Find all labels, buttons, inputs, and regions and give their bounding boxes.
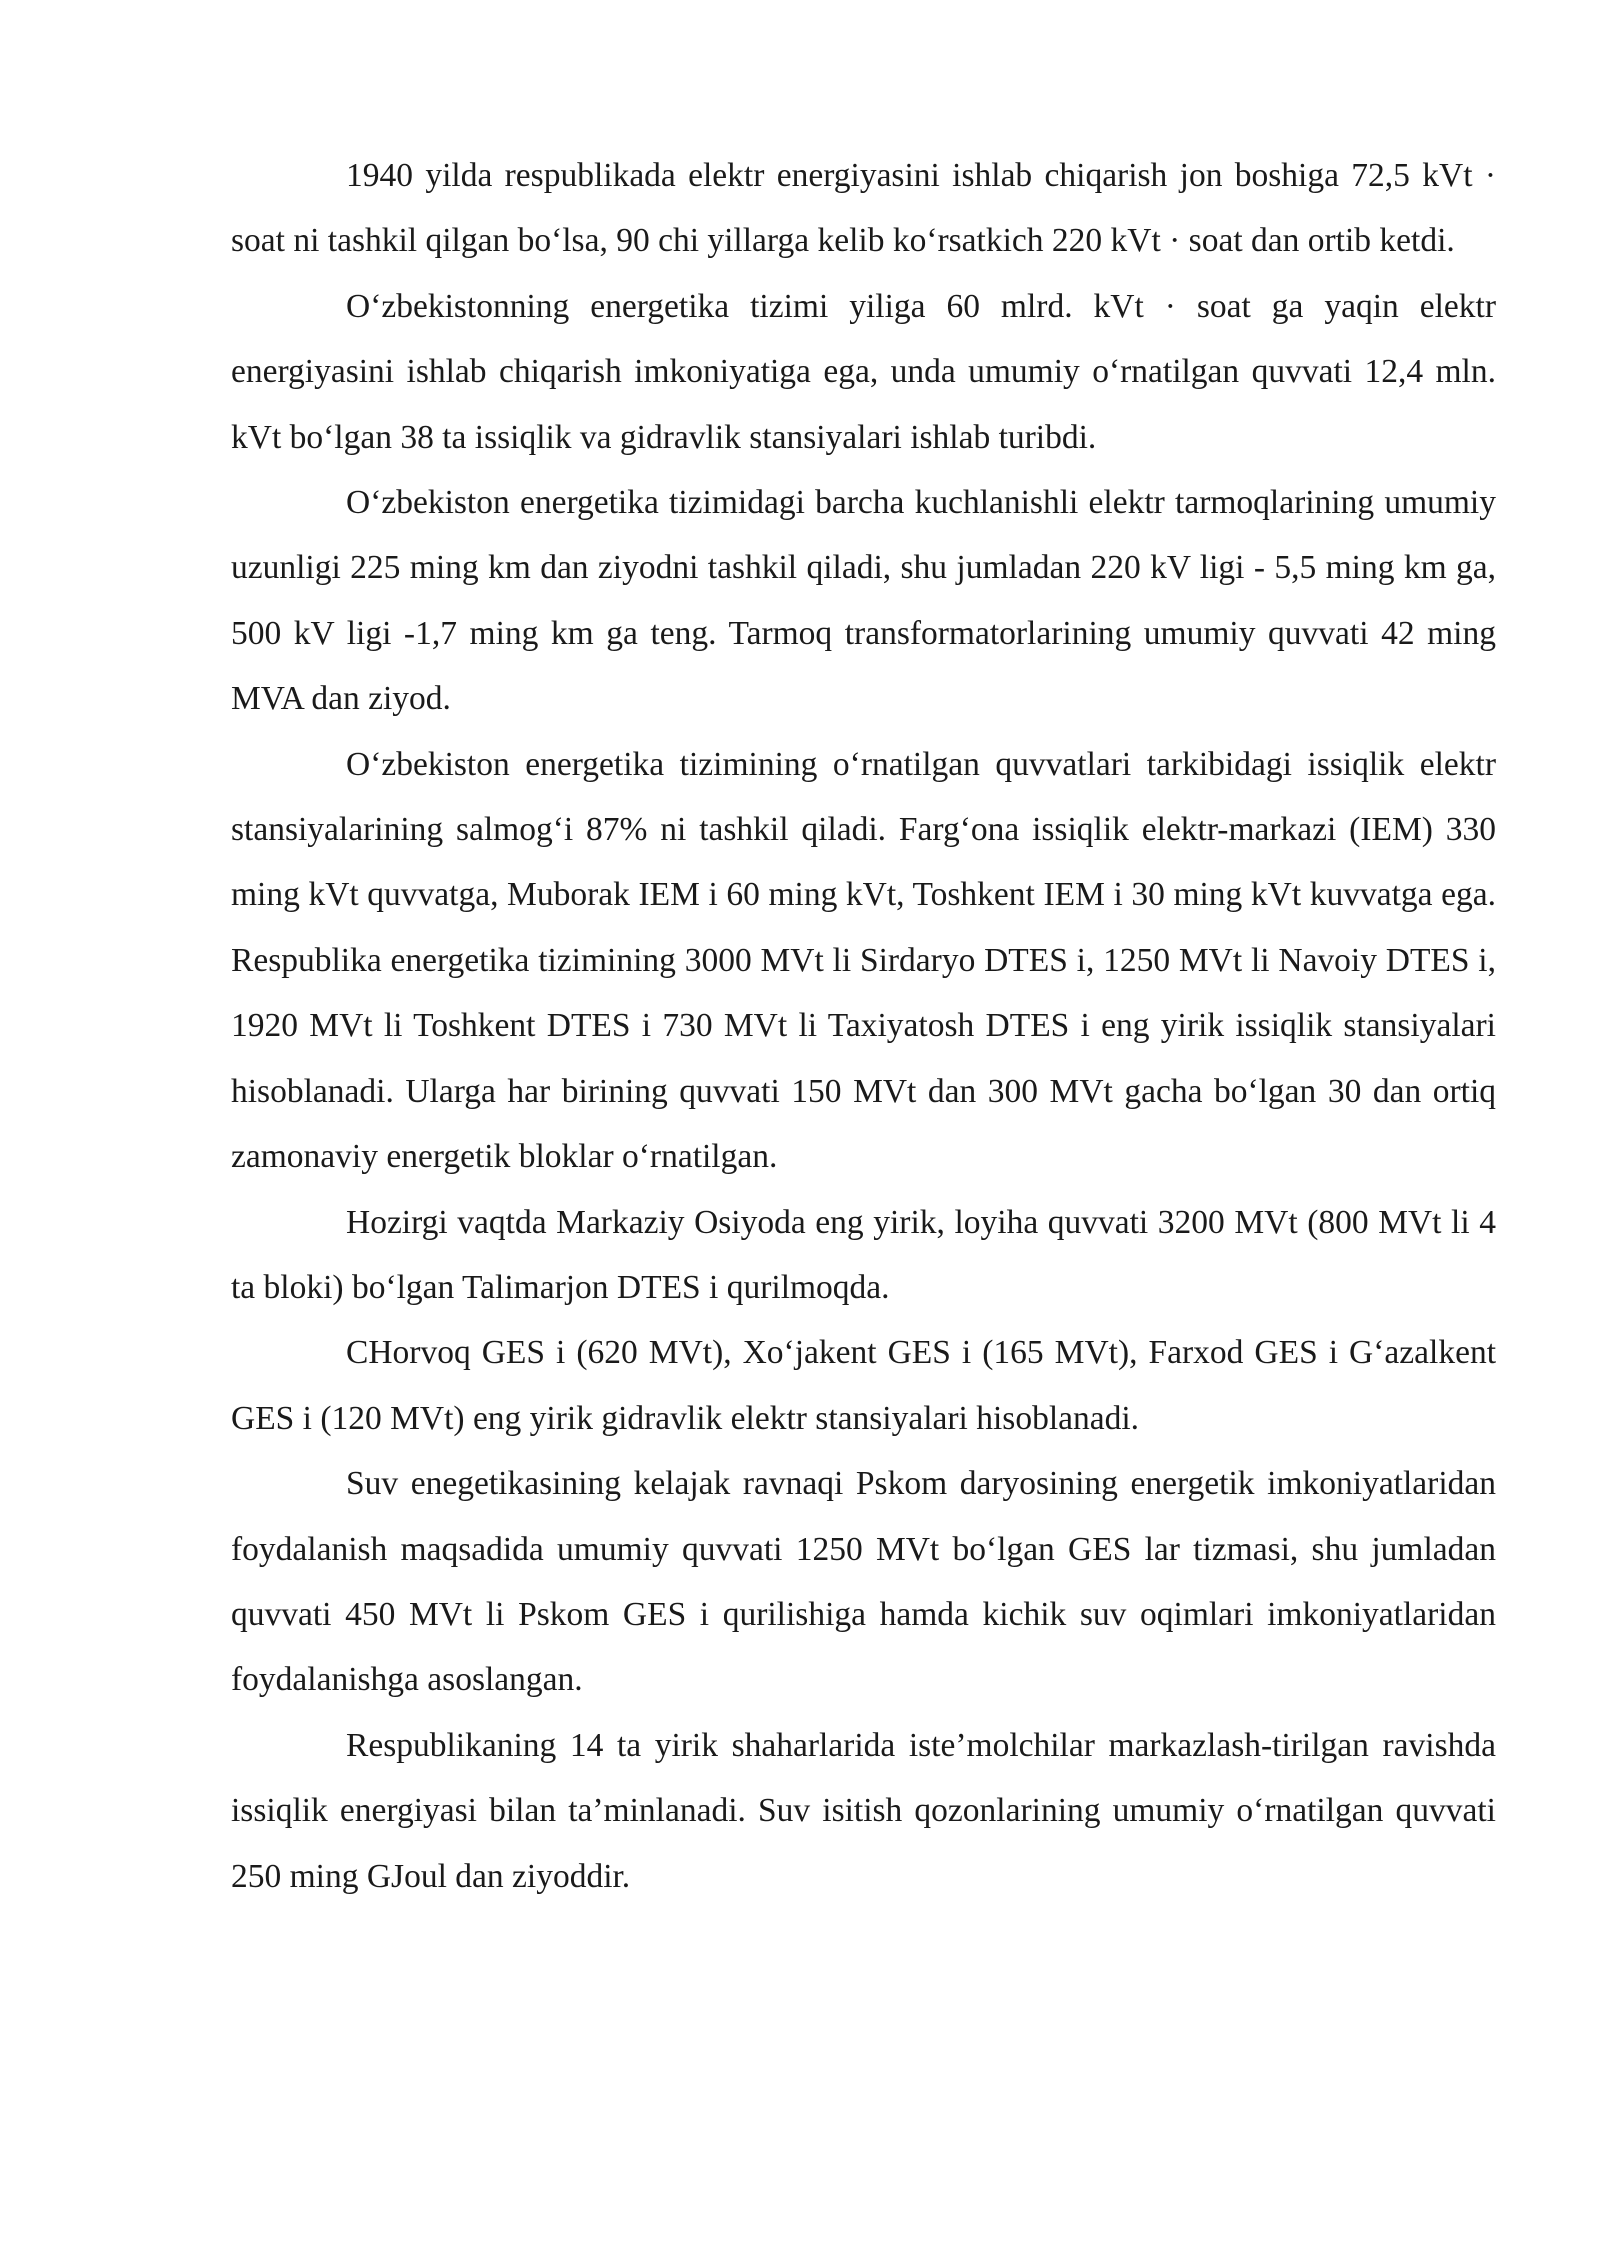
paragraph-hydro-stations: CHorvoq GES i (620 MVt), Xoʻjakent GES i (165 MVt), Farxod GES i Gʻazalkent GES i (120 MVt) eng yirik gidravlik elektr stansiyalari hisoblanadi. [231,1334,1496,1437]
paragraph-electric-networks: Oʻzbekiston energetika tizimidagi barcha kuchlanishli elektr tarmoqlarining umumiy uzunligi 225 ming km dan ziyodni tashkil qiladi, shu jumladan 220 kV ligi - 5,5 ming km ga, 500 kV ligi -1,7 ming km ga teng. Tarmoq transformatorlarining umumiy quvvati 42 ming MVA dan ziyod. [231,484,1496,718]
paragraph-heat-supply: Respublikaning 14 ta yirik shaharlarida iste’molchilar markazlash-tirilgan ravishda issiqlik energiyasi bilan ta’minlanadi. Suv isitish qozonlarining umumiy oʻrnatilgan quvvati 250 ming GJoul dan ziyoddir. [231,1726,1496,1895]
paragraph-electricity-per-capita: 1940 yilda respublikada elektr energiyasini ishlab chiqarish jon boshiga 72,5 kVt · soat ni tashkil qilgan boʻlsa, 90 chi yillarga kelib koʻrsatkich 220 kVt · soat dan ortib ketdi. [231,157,1496,260]
paragraph-thermal-power-stations: Oʻzbekiston energetika tizimining oʻrnatilgan quvvatlari tarkibidagi issiqlik elektr stansiyalarining salmogʻi 87% ni tashkil qiladi. Fargʻona issiqlik elektr-markazi (IEM) 330 ming kVt quvvatga, Muborak IEM i 60 ming kVt, Toshkent IEM i 30 ming kVt kuvvatga ega. Respublika energetika tizimining 3000 MVt li Sirdaryo DTES i, 1250 MVt li Navoiy DTES i, 1920 MVt li Toshkent DTES i 730 MVt li Taxiyatosh DTES i eng yirik issiqlik stansiyalari hisoblanadi. Ularga har birining quvvati 150 MVt dan 300 MVt gacha boʻlgan 30 dan ortiq zamonaviy energetik bloklar oʻrnatilgan. [231,745,1496,1176]
paragraph-talimarjon-dtes: Hozirgi vaqtda Markaziy Osiyoda eng yirik, loyiha quvvati 3200 MVt (800 MVt li 4 ta bloki) boʻlgan Talimarjon DTES i qurilmoqda. [231,1203,1496,1306]
document-body [231,143,1496,1909]
paragraph-pskom-development: Suv enegetikasining kelajak ravnaqi Pskom daryosining energetik imkoniyatlaridan foydalanish maqsadida umumiy quvvati 1250 MVt boʻlgan GES lar tizmasi, shu jumladan quvvati 450 MVt li Pskom GES i qurilishiga hamda kichik suv oqimlari imkoniyatlaridan foydalanishga asoslangan. [231,1465,1496,1699]
paragraph-energy-system-capacity: Oʻzbekistonning energetika tizimi yiliga 60 mlrd. kVt · soat ga yaqin elektr energiyasini ishlab chiqarish imkoniyatiga ega, unda umumiy oʻrnatilgan quvvati 12,4 mln. kVt boʻlgan 38 ta issiqlik va gidravlik stansiyalari ishlab turibdi. [231,287,1496,456]
